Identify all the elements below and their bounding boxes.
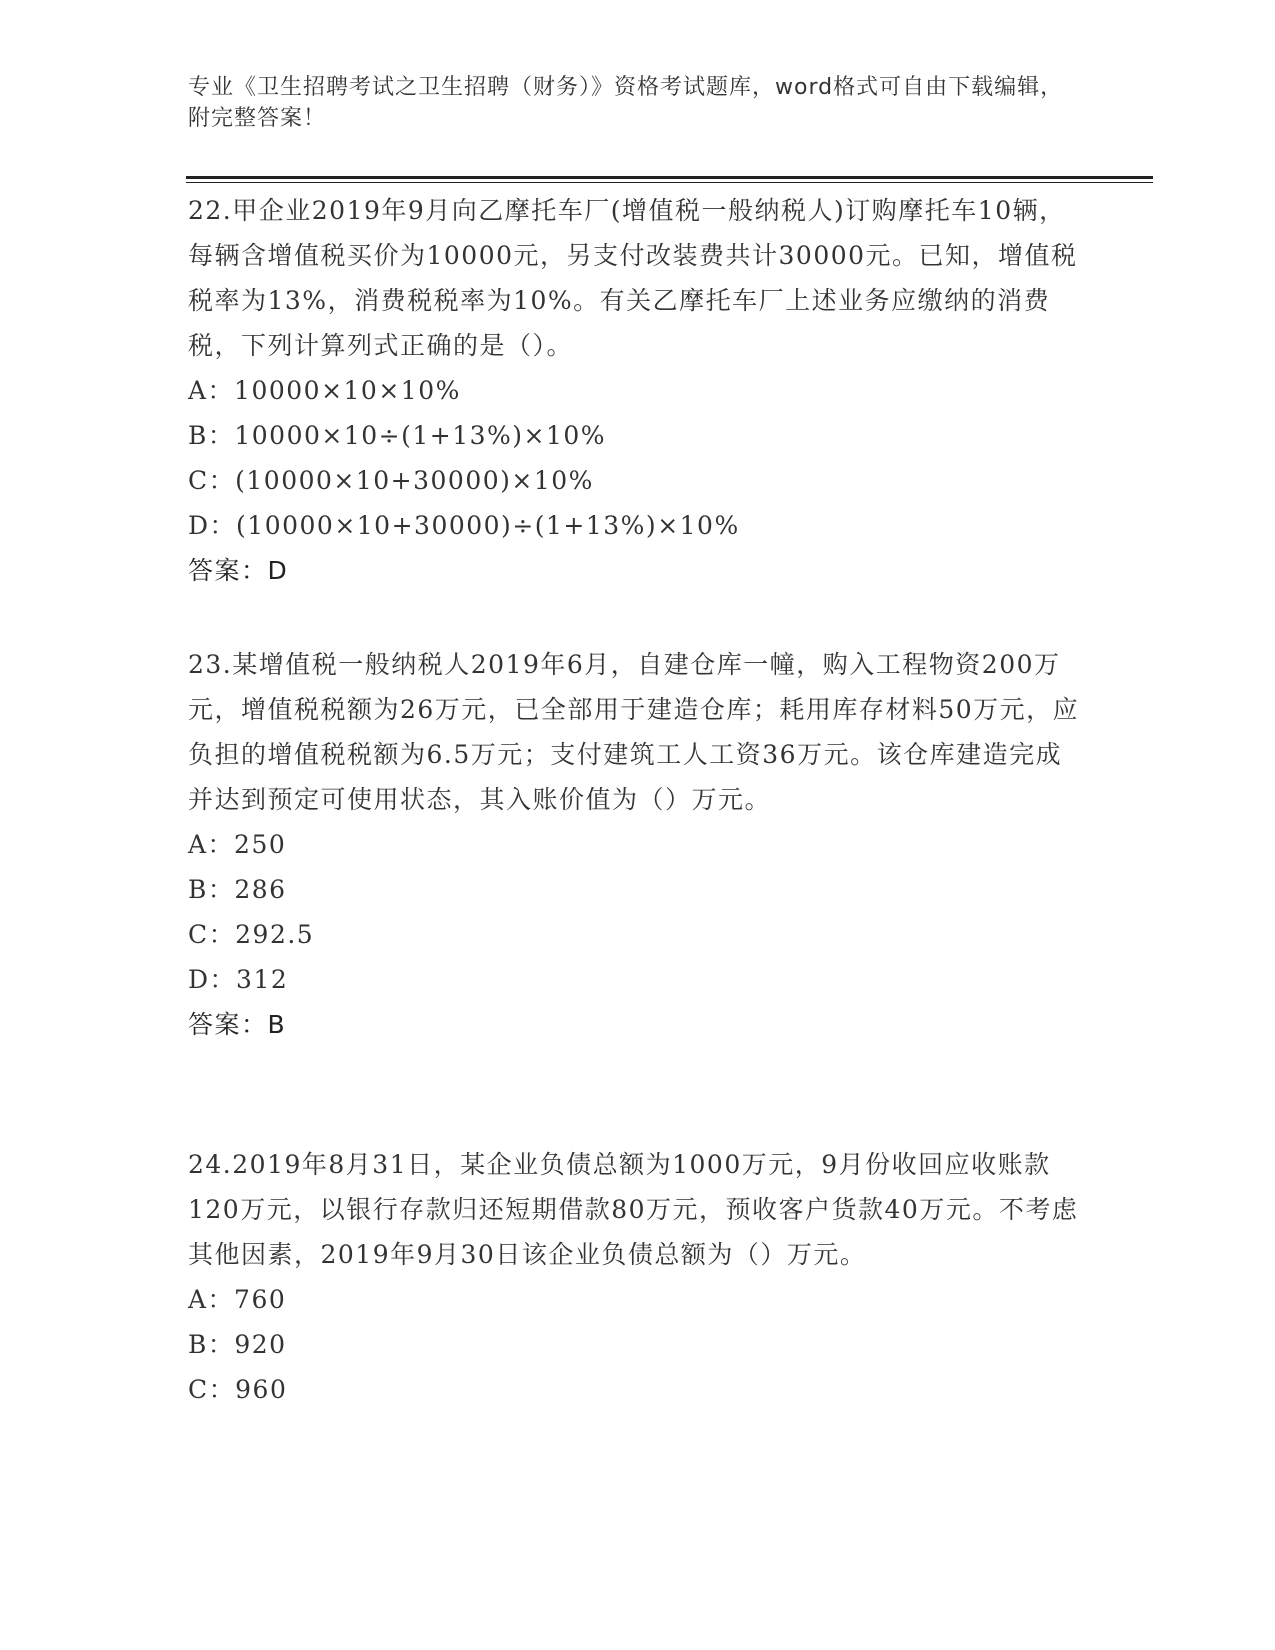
answer-line: 答案：D [188,556,289,585]
question-stem: 23.某增值税一般纳税人2019年6月，自建仓库一幢，购入工程物资200万元，增值税税额为26万元，已全部用于建造仓库；耗用库存材料50万元，应负担的增值税税额为6.5万元；支付建筑工人工资36万元。该仓库建造完成并达到预定可使用状态，其入账价值为（）万元。 [188,650,1080,814]
option-b: B：286 [188,875,287,904]
answer-line: 答案：B [188,1010,287,1039]
question-stem: 22.甲企业2019年9月向乙摩托车厂(增值税一般纳税人)订购摩托车10辆，每辆含增值税买价为10000元，另支付改装费共计30000元。已知，增值税税率为13%，消费税税率为10%。有关乙摩托车厂上述业务应缴纳的消费税，下列计算列式正确的是（）。 [188,196,1078,360]
option-b: B：10000×10÷(1+13%)×10% [188,421,607,450]
option-c: C：960 [188,1375,288,1404]
question-23 [188,642,1088,1047]
question-22 [188,188,1088,593]
option-c: C：(10000×10+30000)×10% [188,466,594,495]
question-stem: 24.2019年8月31日，某企业负债总额为1000万元，9月份收回应收账款120万元，以银行存款归还短期借款80万元，预收客户货款40万元。不考虑其他因素，2019年9月30日该企业负债总额为（）万元。 [188,1150,1079,1269]
header-divider-thin [186,182,1153,183]
header-divider-thick [186,176,1153,179]
option-c: C：292.5 [188,920,315,949]
option-a: A：10000×10×10% [188,376,461,405]
option-b: B：920 [188,1330,287,1359]
question-24 [188,1142,1088,1412]
option-a: A：250 [188,830,287,859]
option-d: D：(10000×10+30000)÷(1+13%)×10% [188,511,740,540]
option-a: A：760 [188,1285,287,1314]
document-header: 专业《卫生招聘考试之卫生招聘（财务）》资格考试题库，word格式可自由下载编辑，附完整答案！ [188,75,1064,131]
option-d: D：312 [188,965,289,994]
